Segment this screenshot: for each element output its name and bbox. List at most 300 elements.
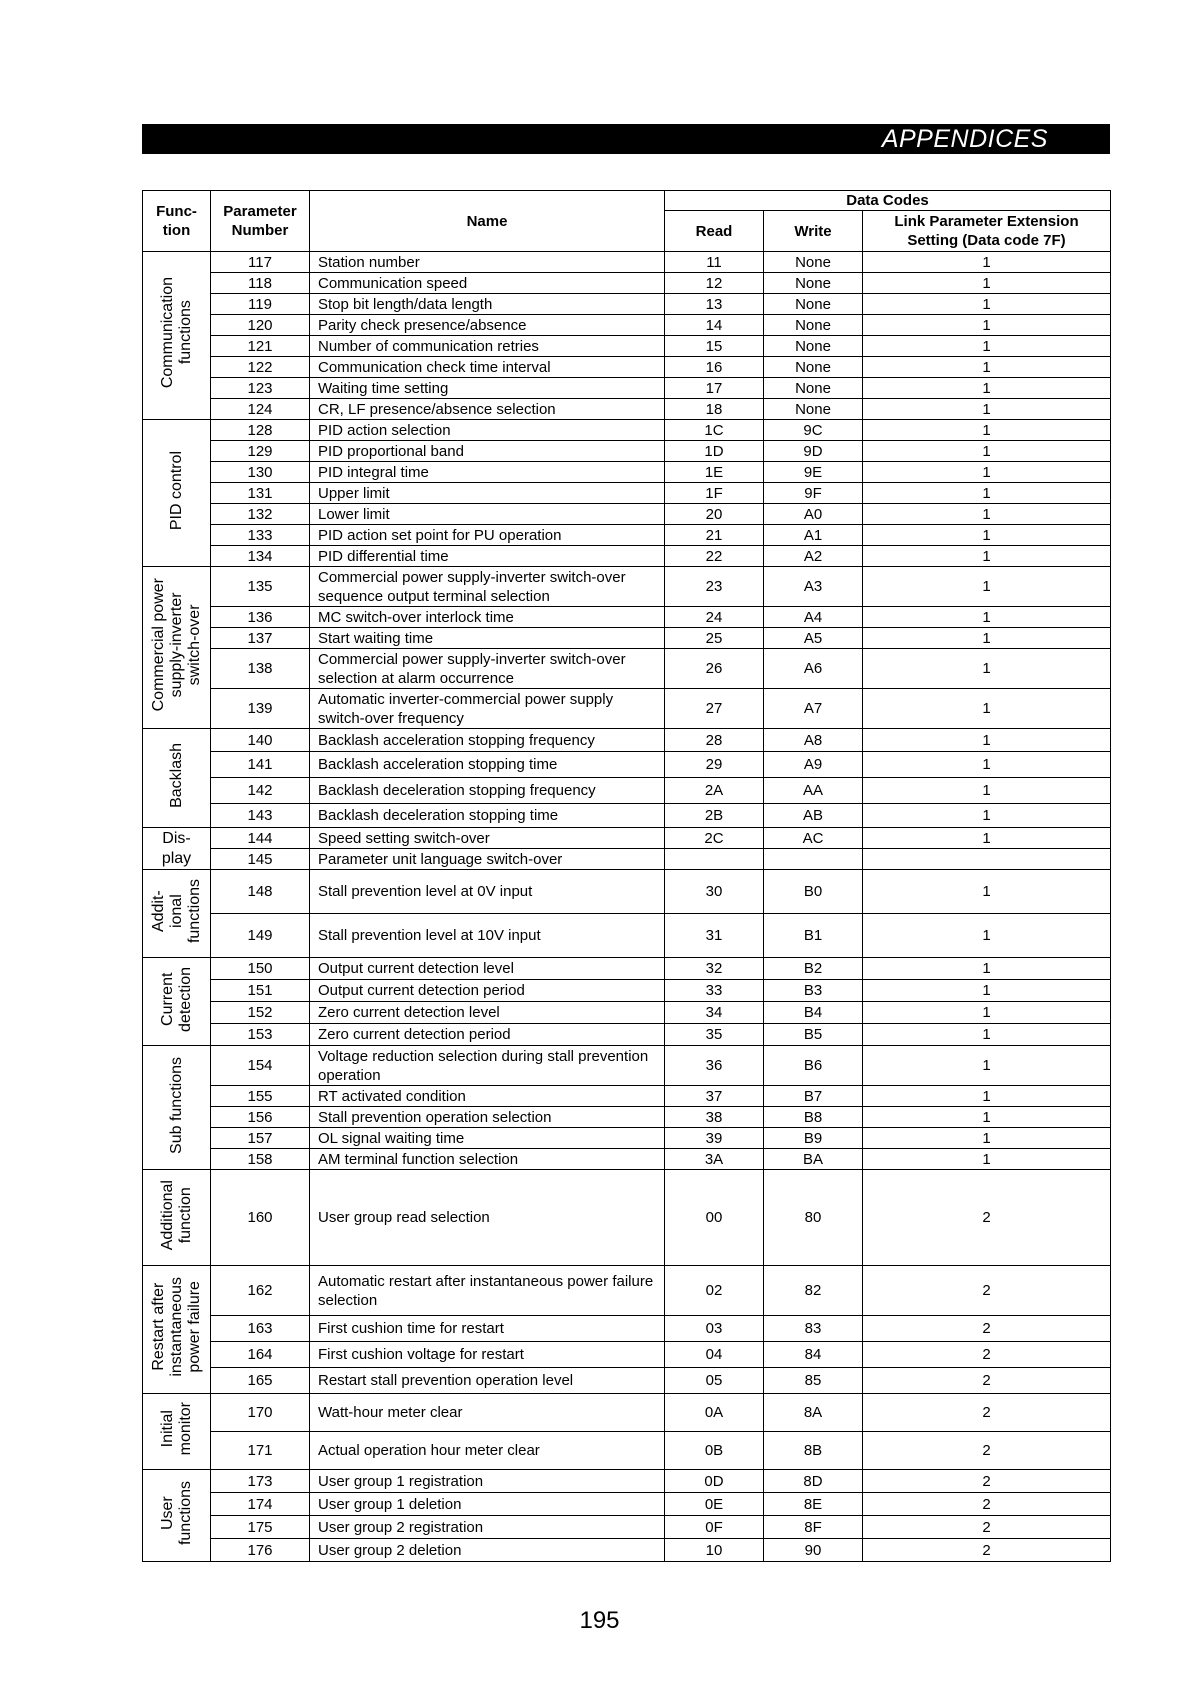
parameter-number-cell: 119 — [211, 294, 310, 315]
parameter-number-cell: 157 — [211, 1128, 310, 1149]
parameter-number-cell: 143 — [211, 804, 310, 828]
table-row — [143, 1516, 1111, 1539]
table-row — [143, 689, 1111, 729]
read-code-cell: 23 — [665, 567, 764, 607]
parameter-number-cell: 121 — [211, 336, 310, 357]
parameter-number-cell: 142 — [211, 778, 310, 804]
parameter-number-cell: 165 — [211, 1368, 310, 1394]
link-parameter-cell: 1 — [863, 315, 1111, 336]
write-code-cell: None — [764, 336, 863, 357]
write-code-cell: None — [764, 357, 863, 378]
table-row — [143, 546, 1111, 567]
link-parameter-cell: 1 — [863, 1149, 1111, 1170]
link-parameter-cell: 1 — [863, 294, 1111, 315]
write-code-cell: None — [764, 378, 863, 399]
table-row — [143, 628, 1111, 649]
parameter-number-cell: 133 — [211, 525, 310, 546]
table-header — [143, 191, 1111, 252]
read-code-cell: 04 — [665, 1342, 764, 1368]
link-parameter-cell: 2 — [863, 1394, 1111, 1432]
function-group-label: User functions — [158, 1480, 194, 1546]
parameter-name-cell: Zero current detection period — [310, 1024, 665, 1046]
read-code-cell: 0D — [665, 1470, 764, 1493]
parameter-name-cell: User group 1 deletion — [310, 1493, 665, 1516]
parameter-name-cell: First cushion voltage for restart — [310, 1342, 665, 1368]
table-row — [143, 1107, 1111, 1128]
read-code-cell: 15 — [665, 336, 764, 357]
table-row — [143, 1432, 1111, 1470]
write-code-cell: A6 — [764, 649, 863, 689]
write-code-cell: A2 — [764, 546, 863, 567]
table-row — [143, 804, 1111, 828]
section-title: APPENDICES — [881, 125, 1048, 153]
link-parameter-cell: 1 — [863, 483, 1111, 504]
read-code-cell: 30 — [665, 870, 764, 914]
function-group-cell — [143, 1170, 211, 1266]
write-code-cell: 80 — [764, 1170, 863, 1266]
write-code-cell — [764, 849, 863, 870]
parameter-number-cell: 173 — [211, 1470, 310, 1493]
function-group-cell — [143, 567, 211, 729]
parameter-number-cell: 123 — [211, 378, 310, 399]
link-parameter-cell: 1 — [863, 649, 1111, 689]
write-code-cell: A5 — [764, 628, 863, 649]
parameter-name-cell: Lower limit — [310, 504, 665, 525]
link-parameter-cell — [863, 849, 1111, 870]
parameter-name-cell: User group read selection — [310, 1170, 665, 1266]
parameter-number-cell: 131 — [211, 483, 310, 504]
link-parameter-cell: 1 — [863, 441, 1111, 462]
read-code-cell: 24 — [665, 607, 764, 628]
parameter-name-cell: Communication check time interval — [310, 357, 665, 378]
table-row — [143, 1368, 1111, 1394]
read-code-cell: 1C — [665, 420, 764, 441]
read-code-cell: 13 — [665, 294, 764, 315]
parameter-number-cell: 139 — [211, 689, 310, 729]
table-row — [143, 1316, 1111, 1342]
parameter-number-cell: 154 — [211, 1046, 310, 1086]
link-parameter-cell: 1 — [863, 546, 1111, 567]
read-code-cell: 05 — [665, 1368, 764, 1394]
read-code-cell: 32 — [665, 958, 764, 980]
function-group-label: Additional function — [158, 1179, 194, 1251]
parameter-number-cell: 171 — [211, 1432, 310, 1470]
parameter-number-cell: 144 — [211, 828, 310, 849]
link-parameter-cell: 1 — [863, 462, 1111, 483]
link-parameter-cell: 2 — [863, 1470, 1111, 1493]
table-row — [143, 315, 1111, 336]
read-code-cell: 17 — [665, 378, 764, 399]
write-code-cell: B2 — [764, 958, 863, 980]
parameter-number-cell: 149 — [211, 914, 310, 958]
link-parameter-cell: 2 — [863, 1316, 1111, 1342]
link-parameter-cell: 1 — [863, 1002, 1111, 1024]
link-parameter-cell: 1 — [863, 1024, 1111, 1046]
write-code-cell: A1 — [764, 525, 863, 546]
parameter-number-cell: 118 — [211, 273, 310, 294]
read-code-cell: 39 — [665, 1128, 764, 1149]
parameter-name-cell: Output current detection level — [310, 958, 665, 980]
link-parameter-cell: 1 — [863, 828, 1111, 849]
table-row — [143, 752, 1111, 778]
parameter-name-cell: Parameter unit language switch-over — [310, 849, 665, 870]
parameter-name-cell: OL signal waiting time — [310, 1128, 665, 1149]
parameter-name-cell: Zero current detection level — [310, 1002, 665, 1024]
link-parameter-cell: 1 — [863, 1086, 1111, 1107]
read-code-cell: 00 — [665, 1170, 764, 1266]
write-code-cell: BA — [764, 1149, 863, 1170]
parameter-number-cell: 163 — [211, 1316, 310, 1342]
write-code-cell: B9 — [764, 1128, 863, 1149]
function-group-label: Dis- play — [161, 829, 192, 867]
parameter-number-cell: 151 — [211, 980, 310, 1002]
link-parameter-cell: 1 — [863, 336, 1111, 357]
table-row — [143, 778, 1111, 804]
parameter-name-cell: Parity check presence/absence — [310, 315, 665, 336]
write-code-cell: A9 — [764, 752, 863, 778]
table-row — [143, 357, 1111, 378]
write-code-cell: 9C — [764, 420, 863, 441]
link-parameter-cell: 2 — [863, 1432, 1111, 1470]
write-code-cell: 8F — [764, 1516, 863, 1539]
read-code-cell: 2B — [665, 804, 764, 828]
parameter-name-cell: Stall prevention operation selection — [310, 1107, 665, 1128]
write-code-cell: B3 — [764, 980, 863, 1002]
link-parameter-cell: 1 — [863, 273, 1111, 294]
function-group-label: Initial monitor — [158, 1402, 194, 1456]
write-code-cell: B7 — [764, 1086, 863, 1107]
link-parameter-cell: 1 — [863, 958, 1111, 980]
read-code-cell: 28 — [665, 729, 764, 752]
read-code-cell: 31 — [665, 914, 764, 958]
read-code-cell: 22 — [665, 546, 764, 567]
parameter-number-cell: 137 — [211, 628, 310, 649]
parameter-number-cell: 135 — [211, 567, 310, 607]
parameter-name-cell: RT activated condition — [310, 1086, 665, 1107]
appendices-banner — [142, 124, 1110, 154]
table-row — [143, 336, 1111, 357]
table-row — [143, 1024, 1111, 1046]
write-code-cell: None — [764, 273, 863, 294]
link-parameter-cell: 1 — [863, 689, 1111, 729]
read-code-cell: 03 — [665, 1316, 764, 1342]
table-row — [143, 273, 1111, 294]
write-code-cell: 85 — [764, 1368, 863, 1394]
function-group-cell — [143, 1266, 211, 1394]
read-code-cell: 2C — [665, 828, 764, 849]
header-parameter-number: Parameter Number — [211, 191, 310, 252]
write-code-cell: 8B — [764, 1432, 863, 1470]
write-code-cell: A7 — [764, 689, 863, 729]
header-data-codes: Data Codes — [665, 191, 1111, 211]
parameter-number-cell: 138 — [211, 649, 310, 689]
parameter-number-cell: 176 — [211, 1539, 310, 1562]
read-code-cell: 3A — [665, 1149, 764, 1170]
parameter-number-cell: 156 — [211, 1107, 310, 1128]
parameter-number-cell: 162 — [211, 1266, 310, 1316]
parameter-number-cell: 120 — [211, 315, 310, 336]
table-row — [143, 914, 1111, 958]
write-code-cell: B6 — [764, 1046, 863, 1086]
table-row — [143, 828, 1111, 849]
table-row — [143, 849, 1111, 870]
parameter-number-cell: 158 — [211, 1149, 310, 1170]
write-code-cell: 82 — [764, 1266, 863, 1316]
link-parameter-cell: 1 — [863, 778, 1111, 804]
function-group-label: Restart after instantaneous power failure — [149, 1277, 203, 1377]
write-code-cell: 8D — [764, 1470, 863, 1493]
link-parameter-cell: 1 — [863, 628, 1111, 649]
link-parameter-cell: 1 — [863, 378, 1111, 399]
function-group-label: Sub functions — [167, 1056, 185, 1154]
parameter-number-cell: 174 — [211, 1493, 310, 1516]
parameter-name-cell: Upper limit — [310, 483, 665, 504]
read-code-cell: 11 — [665, 252, 764, 273]
parameter-data-code-table — [142, 190, 1111, 1562]
parameter-number-cell: 153 — [211, 1024, 310, 1046]
parameter-number-cell: 129 — [211, 441, 310, 462]
parameter-number-cell: 134 — [211, 546, 310, 567]
header-func: Func- tion — [143, 191, 211, 252]
table-row — [143, 607, 1111, 628]
write-code-cell: AA — [764, 778, 863, 804]
parameter-number-cell: 155 — [211, 1086, 310, 1107]
read-code-cell: 02 — [665, 1266, 764, 1316]
write-code-cell: None — [764, 252, 863, 273]
read-code-cell: 14 — [665, 315, 764, 336]
parameter-name-cell: CR, LF presence/absence selection — [310, 399, 665, 420]
parameter-name-cell: Stall prevention level at 0V input — [310, 870, 665, 914]
write-code-cell: B4 — [764, 1002, 863, 1024]
table-row — [143, 420, 1111, 441]
read-code-cell: 29 — [665, 752, 764, 778]
parameter-name-cell: Waiting time setting — [310, 378, 665, 399]
function-group-cell — [143, 1394, 211, 1470]
function-group-label: Communication functions — [158, 277, 194, 389]
write-code-cell: B0 — [764, 870, 863, 914]
parameter-name-cell: Automatic restart after instantaneous power failure selection — [310, 1266, 665, 1316]
read-code-cell: 0E — [665, 1493, 764, 1516]
write-code-cell: B1 — [764, 914, 863, 958]
parameter-name-cell: First cushion time for restart — [310, 1316, 665, 1342]
function-group-label: Commercial power supply-inverter switch-over — [149, 578, 203, 712]
parameter-name-cell: Stop bit length/data length — [310, 294, 665, 315]
parameter-name-cell: Backlash deceleration stopping frequency — [310, 778, 665, 804]
read-code-cell: 34 — [665, 1002, 764, 1024]
parameter-name-cell: Stall prevention level at 10V input — [310, 914, 665, 958]
write-code-cell: 8A — [764, 1394, 863, 1432]
table-row — [143, 1086, 1111, 1107]
table-row — [143, 649, 1111, 689]
parameter-name-cell: Voltage reduction selection during stall prevention operation — [310, 1046, 665, 1086]
header-read: Read — [665, 211, 764, 252]
parameter-name-cell: PID integral time — [310, 462, 665, 483]
parameter-name-cell: Watt-hour meter clear — [310, 1394, 665, 1432]
table-row — [143, 1266, 1111, 1316]
read-code-cell: 36 — [665, 1046, 764, 1086]
table-row — [143, 729, 1111, 752]
parameter-number-cell: 130 — [211, 462, 310, 483]
link-parameter-cell: 2 — [863, 1516, 1111, 1539]
parameter-name-cell: Output current detection period — [310, 980, 665, 1002]
read-code-cell: 21 — [665, 525, 764, 546]
write-code-cell: B5 — [764, 1024, 863, 1046]
parameter-name-cell: Start waiting time — [310, 628, 665, 649]
parameter-name-cell: Restart stall prevention operation level — [310, 1368, 665, 1394]
link-parameter-cell: 1 — [863, 980, 1111, 1002]
write-code-cell: B8 — [764, 1107, 863, 1128]
parameter-name-cell: PID differential time — [310, 546, 665, 567]
parameter-number-cell: 117 — [211, 252, 310, 273]
function-group-cell — [143, 870, 211, 958]
write-code-cell: 9D — [764, 441, 863, 462]
link-parameter-cell: 2 — [863, 1539, 1111, 1562]
table-row — [143, 1170, 1111, 1266]
read-code-cell: 0A — [665, 1394, 764, 1432]
table-row — [143, 1046, 1111, 1086]
table-row — [143, 483, 1111, 504]
parameter-name-cell: Actual operation hour meter clear — [310, 1432, 665, 1470]
link-parameter-cell: 1 — [863, 870, 1111, 914]
table-row — [143, 567, 1111, 607]
parameter-name-cell: Number of communication retries — [310, 336, 665, 357]
read-code-cell: 35 — [665, 1024, 764, 1046]
read-code-cell: 1D — [665, 441, 764, 462]
function-group-label: Addit- ional functions — [149, 878, 203, 944]
parameter-number-cell: 128 — [211, 420, 310, 441]
table-row — [143, 1002, 1111, 1024]
link-parameter-cell: 1 — [863, 252, 1111, 273]
parameter-number-cell: 140 — [211, 729, 310, 752]
link-parameter-cell: 1 — [863, 752, 1111, 778]
function-group-cell — [143, 420, 211, 567]
link-parameter-cell: 1 — [863, 504, 1111, 525]
parameter-name-cell: PID proportional band — [310, 441, 665, 462]
parameter-number-cell: 175 — [211, 1516, 310, 1539]
parameter-number-cell: 122 — [211, 357, 310, 378]
write-code-cell: 90 — [764, 1539, 863, 1562]
table-row — [143, 399, 1111, 420]
table-row — [143, 980, 1111, 1002]
table-row — [143, 1539, 1111, 1562]
parameter-number-cell: 141 — [211, 752, 310, 778]
parameter-name-cell: Commercial power supply-inverter switch-over selection at alarm occurrence — [310, 649, 665, 689]
write-code-cell: A3 — [764, 567, 863, 607]
link-parameter-cell: 2 — [863, 1266, 1111, 1316]
parameter-name-cell: Backlash deceleration stopping time — [310, 804, 665, 828]
write-code-cell: A0 — [764, 504, 863, 525]
link-parameter-cell: 1 — [863, 357, 1111, 378]
table-row — [143, 504, 1111, 525]
table-row — [143, 1470, 1111, 1493]
parameter-number-cell: 152 — [211, 1002, 310, 1024]
parameter-name-cell: User group 2 registration — [310, 1516, 665, 1539]
parameter-name-cell: Backlash acceleration stopping time — [310, 752, 665, 778]
read-code-cell: 33 — [665, 980, 764, 1002]
parameter-name-cell: MC switch-over interlock time — [310, 607, 665, 628]
parameter-number-cell: 148 — [211, 870, 310, 914]
read-code-cell: 20 — [665, 504, 764, 525]
read-code-cell: 1F — [665, 483, 764, 504]
parameter-name-cell: Commercial power supply-inverter switch-over sequence output terminal selection — [310, 567, 665, 607]
link-parameter-cell: 2 — [863, 1342, 1111, 1368]
write-code-cell: 9E — [764, 462, 863, 483]
read-code-cell: 38 — [665, 1107, 764, 1128]
link-parameter-cell: 1 — [863, 399, 1111, 420]
write-code-cell: 84 — [764, 1342, 863, 1368]
function-group-cell — [143, 252, 211, 420]
write-code-cell: 8E — [764, 1493, 863, 1516]
read-code-cell: 27 — [665, 689, 764, 729]
link-parameter-cell: 1 — [863, 804, 1111, 828]
header-write: Write — [764, 211, 863, 252]
read-code-cell: 0B — [665, 1432, 764, 1470]
table-row — [143, 252, 1111, 273]
parameter-number-cell: 164 — [211, 1342, 310, 1368]
table-row — [143, 1493, 1111, 1516]
parameter-name-cell: PID action set point for PU operation — [310, 525, 665, 546]
write-code-cell: 9F — [764, 483, 863, 504]
function-group-cell — [143, 1470, 211, 1562]
write-code-cell: 83 — [764, 1316, 863, 1342]
link-parameter-cell: 2 — [863, 1170, 1111, 1266]
parameter-name-cell: Station number — [310, 252, 665, 273]
function-group-label: PID control — [167, 450, 185, 531]
function-group-cell — [143, 729, 211, 828]
table-row — [143, 525, 1111, 546]
parameter-name-cell: Backlash acceleration stopping frequency — [310, 729, 665, 752]
read-code-cell: 1E — [665, 462, 764, 483]
table-row — [143, 1342, 1111, 1368]
read-code-cell: 12 — [665, 273, 764, 294]
write-code-cell: A4 — [764, 607, 863, 628]
link-parameter-cell: 1 — [863, 607, 1111, 628]
read-code-cell: 18 — [665, 399, 764, 420]
parameter-name-cell: User group 1 registration — [310, 1470, 665, 1493]
parameter-name-cell: User group 2 deletion — [310, 1539, 665, 1562]
function-group-cell — [143, 958, 211, 1046]
link-parameter-cell: 1 — [863, 1107, 1111, 1128]
parameter-number-cell: 150 — [211, 958, 310, 980]
header-link-parameter: Link Parameter Extension Setting (Data code 7F) — [863, 211, 1111, 252]
write-code-cell: None — [764, 399, 863, 420]
table-row — [143, 870, 1111, 914]
link-parameter-cell: 1 — [863, 567, 1111, 607]
link-parameter-cell: 1 — [863, 1046, 1111, 1086]
function-group-label: Current detection — [158, 966, 194, 1032]
link-parameter-cell: 1 — [863, 525, 1111, 546]
header-name: Name — [310, 191, 665, 252]
parameter-number-cell: 160 — [211, 1170, 310, 1266]
function-group-cell — [143, 1046, 211, 1170]
read-code-cell: 37 — [665, 1086, 764, 1107]
read-code-cell: 0F — [665, 1516, 764, 1539]
parameter-number-cell: 132 — [211, 504, 310, 525]
parameter-number-cell: 124 — [211, 399, 310, 420]
table-row — [143, 1128, 1111, 1149]
link-parameter-cell: 1 — [863, 729, 1111, 752]
parameter-name-cell: Communication speed — [310, 273, 665, 294]
parameter-name-cell: Speed setting switch-over — [310, 828, 665, 849]
table-row — [143, 1149, 1111, 1170]
write-code-cell: A8 — [764, 729, 863, 752]
write-code-cell: None — [764, 315, 863, 336]
table-row — [143, 958, 1111, 980]
table-row — [143, 294, 1111, 315]
link-parameter-cell: 2 — [863, 1493, 1111, 1516]
link-parameter-cell: 1 — [863, 1128, 1111, 1149]
write-code-cell: None — [764, 294, 863, 315]
